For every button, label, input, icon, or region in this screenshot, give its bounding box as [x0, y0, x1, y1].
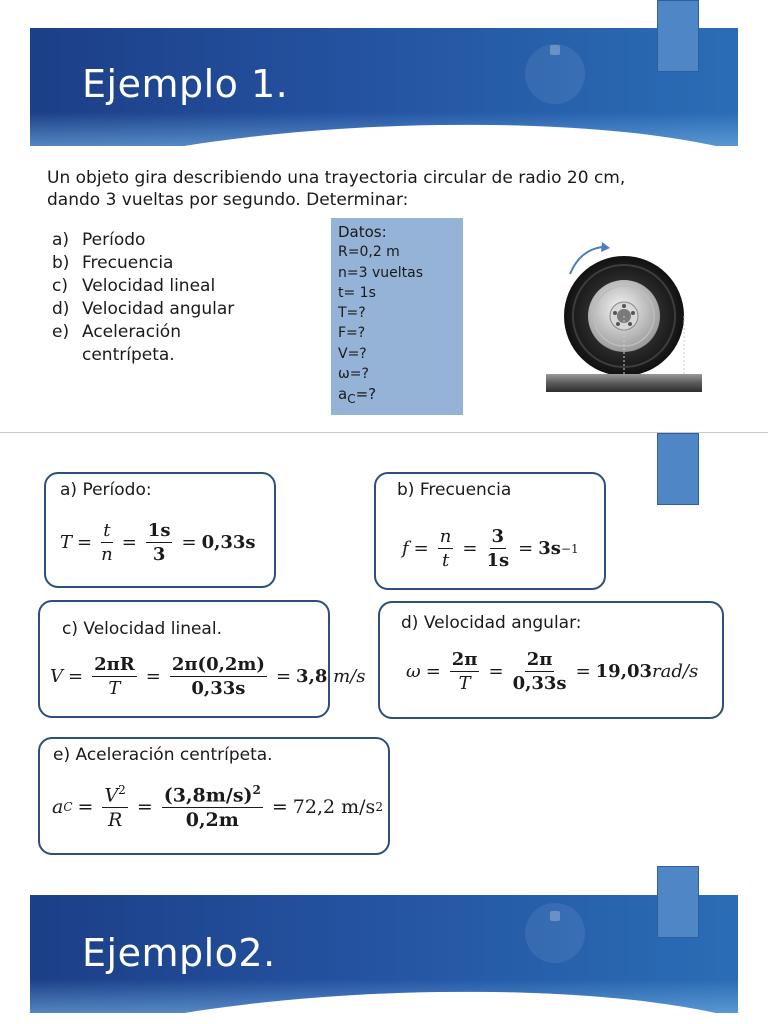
datos-radius: R=0,2 m: [338, 244, 400, 261]
datos-period: T=?: [338, 305, 366, 322]
equation-period: T = $\frac{t}{n}$ = $\frac{1s}{3}$ = 0,33s: [60, 520, 256, 565]
answer-box-centripetal: [38, 737, 390, 855]
problem-statement: [47, 167, 707, 211]
slide2-corner-tab: [657, 433, 699, 505]
problem-line-2: dando 3 vueltas por segundo. Determinar:: [47, 190, 409, 210]
question-list: [52, 229, 282, 367]
datos-velocity: V=?: [338, 345, 367, 362]
answer-label: a) Período:: [60, 480, 152, 500]
equation-frequency: f = $\frac{n}{t}$ = $\frac{3}{1s}$ = 3s −1: [402, 526, 579, 571]
list-item: d) Velocidad angular: [52, 299, 235, 319]
road: [546, 374, 702, 392]
list-item: centrípeta.: [82, 345, 175, 365]
banner-decor-dot: [550, 911, 560, 921]
answer-box-linear-velocity: [38, 600, 366, 718]
list-item: e) Aceleración: [52, 322, 181, 342]
datos-heading: Datos:: [338, 223, 387, 241]
datos-turns: n=3 vueltas: [338, 264, 423, 281]
answer-label: c) Velocidad lineal.: [62, 619, 222, 639]
list-item: a) Período: [52, 230, 146, 250]
datos-acceleration: $a_C=$?: [338, 385, 377, 407]
list-item: c) Velocidad lineal: [52, 276, 216, 296]
slide3-title-banner: [30, 895, 738, 1013]
equation-linear-velocity: V = $\frac{2\pi R}{T}$ = $\frac{2\pi(0,2m)}{0,33s}$ = 3,8 m/s: [50, 654, 366, 699]
answer-label: b) Frecuencia: [397, 480, 512, 500]
wheel-illustration: [540, 238, 710, 398]
slide-separator: [0, 432, 768, 433]
equation-angular-velocity: ω = $\frac{2\pi}{T}$ = $\frac{2\pi}{0,33s}$ = 19,03 rad/s: [406, 649, 699, 694]
slide3-corner-tab: [657, 866, 699, 938]
list-item: b) Frecuencia: [52, 253, 174, 273]
datos-omega: ω=?: [338, 366, 369, 383]
answer-label: d) Velocidad angular:: [401, 613, 582, 633]
slide3-title: Ejemplo2.: [82, 931, 276, 975]
answer-box-frequency: [374, 472, 606, 590]
equation-centripetal: a C = $\frac{V^2}{R}$ = $\frac{(3,8m/s)^2}{0,2m}$ = 72,2 m/s 2: [52, 783, 383, 832]
slide1-title-banner: [30, 28, 738, 146]
datos-box: [331, 218, 463, 415]
slide1-title: Ejemplo 1.: [82, 62, 289, 106]
answer-label: e) Aceleración centrípeta.: [53, 745, 273, 765]
datos-time: t= 1s: [338, 284, 376, 301]
slide1-corner-tab: [657, 0, 699, 72]
answer-box-period: [44, 472, 276, 588]
arrow-head-icon: [601, 242, 610, 252]
datos-frequency: F=?: [338, 325, 366, 342]
problem-line-1: Un objeto gira describiendo una trayectoria circular de radio 20 cm,: [47, 168, 626, 188]
answer-box-angular-velocity: [378, 601, 724, 719]
banner-decor-dot: [550, 45, 560, 55]
